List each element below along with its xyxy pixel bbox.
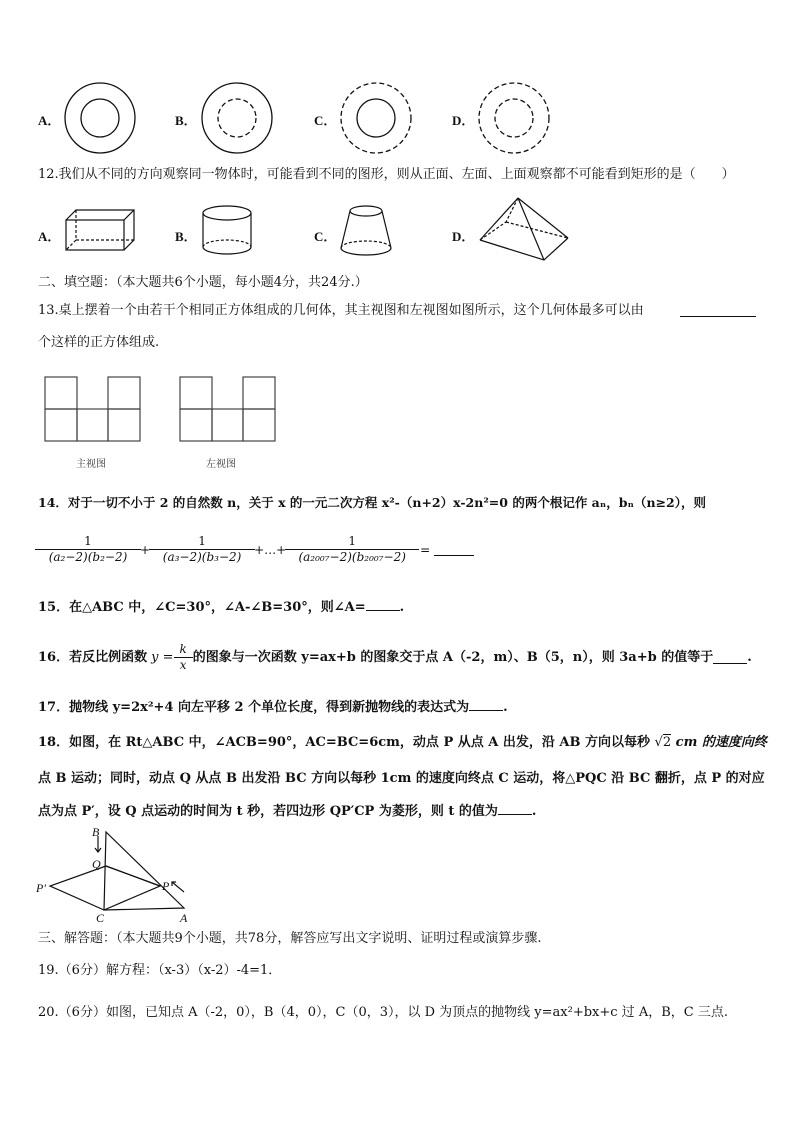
q15-text: 15．在△ABC 中，∠C=30°，∠A-∠B=30°，则∠A= [38, 600, 366, 615]
q14-frac2-num: 1 [198, 534, 206, 548]
q19-text: 19.（6分）解方程：（x-3）（x-2）-4=1． [38, 963, 282, 978]
q13-left-view-caption: 左视图 [206, 459, 236, 470]
q18-label-a: A [180, 911, 188, 925]
q16-frac-den: x [174, 657, 193, 673]
q18-label-pprime: P′ [36, 881, 46, 895]
q13-front-view-caption: 主视图 [76, 459, 106, 470]
q18-line3: 点为点 P′，设 Q 点运动的时间为 t 秒，若四边形 QP′CP 为菱形，则 t 的值为 [38, 804, 498, 819]
q11-option-a-label: A． [38, 113, 61, 128]
section-3-heading: 三、解答题：（本大题共9个小题，共78分，解答应写出文字说明、证明过程或演算步骤. [38, 931, 542, 946]
q14-ellipsis: +…+ [254, 542, 287, 557]
q18-sqrt: √2 [654, 735, 672, 750]
q18-triangle-abc [104, 832, 184, 910]
q16-pre: 16．若反比例函数 [38, 649, 148, 665]
q12-option-b-cylinder [199, 202, 255, 258]
q13-line1: 13.桌上摆着一个由若干个相同正方体组成的几何体，其主视图和左视图如图所示，这个几何体最多可以由 [38, 303, 644, 318]
q18-label-p: P [162, 879, 170, 893]
q17-answer-blank[interactable] [469, 698, 503, 711]
q13-line2: 个这样的正方体组成. [38, 335, 160, 350]
q11-option-c-label: C． [314, 113, 337, 128]
q14-frac1-den: (a₂−2)(b₂−2) [35, 549, 141, 565]
q14-frac3-num: 1 [348, 534, 356, 548]
q14-frac3-den: (a₂₀₀₇−2)(b₂₀₀₇−2) [285, 549, 419, 565]
q14-equals: = [420, 542, 431, 557]
q18-figure [34, 822, 204, 926]
q18-label-c: C [96, 911, 105, 925]
q18-tail: . [531, 804, 537, 819]
q18-line3-row [38, 802, 536, 821]
q17-tail: . [503, 700, 508, 715]
q11-option-a-figure [62, 80, 138, 156]
q14-text: 14．对于一切不小于 2 的自然数 n，关于 x 的一元二次方程 x²-（n+2）x-2n²=0 的两个根记作 aₙ，bₙ（n≥2），则 [38, 495, 707, 510]
q13-answer-blank[interactable] [680, 304, 756, 317]
q12-option-c-frustum [336, 202, 396, 260]
q18-label-q: Q [92, 857, 101, 871]
q14-answer-blank[interactable] [434, 543, 474, 556]
q16-frac-num: k [179, 642, 187, 656]
q15-answer-blank[interactable] [366, 598, 400, 611]
q12-stem: 12.我们从不同的方向观察同一物体时，可能看到不同的图形，则从正面、左面、上面观察都不可能看到矩形的是（ ） [38, 167, 735, 182]
q18-sqrt-value: 2 [662, 735, 672, 750]
q14-expression [38, 534, 474, 565]
q16-post: 的图象与一次函数 y=ax+b 的图象交于点 A（-2，m）、B（5，n），则 3a+b 的值等于 [192, 649, 714, 665]
q14-frac1-num: 1 [84, 534, 92, 548]
q18-line2: 点 B 运动；同时，动点 Q 从点 B 出发沿 BC 方向以每秒 1cm 的速度向终点 C 运动，将△PQC 沿 BC 翻折，点 P 的对应 [38, 771, 765, 786]
q12-option-d-pyramid [476, 194, 572, 264]
q11-option-b-label: B． [175, 113, 197, 128]
q12-option-a-label: A． [38, 229, 61, 244]
q14-frac2-den: (a₃−2)(b₃−2) [149, 549, 255, 565]
q11-option-b-figure [199, 80, 275, 156]
q13-front-view [44, 376, 142, 442]
section-2-heading: 二、填空题：（本大题共6个小题，每小题4分，共24分.） [38, 275, 368, 290]
q12-option-c-label: C． [314, 229, 337, 244]
q12-option-d-label: D． [452, 229, 475, 244]
q11-option-d-label: D． [452, 113, 475, 128]
q20-text: 20.（6分）如图，已知点 A（-2，0），B（4，0），C（0，3），以 D 为顶点的抛物线 y=ax²+bx+c 过 A，B，C 三点. [38, 1005, 728, 1020]
q18-line1a: 18．如图，在 Rt△ABC 中，∠ACB=90°，AC=BC=6cm，动点 P 从点 A 出发，沿 AB 方向以每秒 [38, 735, 651, 750]
q18-answer-blank[interactable] [498, 802, 532, 815]
q12-option-b-label: B． [175, 229, 197, 244]
q16-tail: . [747, 649, 752, 665]
q18-label-b: B [92, 825, 100, 839]
q12-option-a-cuboid [62, 206, 142, 256]
q16-answer-blank[interactable] [713, 651, 747, 664]
q11-option-c-figure [338, 80, 414, 156]
q18-line1 [38, 734, 767, 752]
q18-line1b: cm 的速度向终 [675, 735, 767, 750]
q17-row [38, 698, 508, 717]
q13-left-view [179, 376, 277, 442]
q15-tail: . [399, 600, 405, 615]
q14-plus: + [140, 542, 151, 557]
q11-option-d-figure [476, 80, 552, 156]
q16-row [38, 642, 752, 673]
q17-text: 17．抛物线 y=2x²+4 向左平移 2 个单位长度，得到新抛物线的表达式为 [38, 700, 470, 715]
q16-y: y = [151, 649, 174, 665]
q15-row [38, 598, 404, 617]
